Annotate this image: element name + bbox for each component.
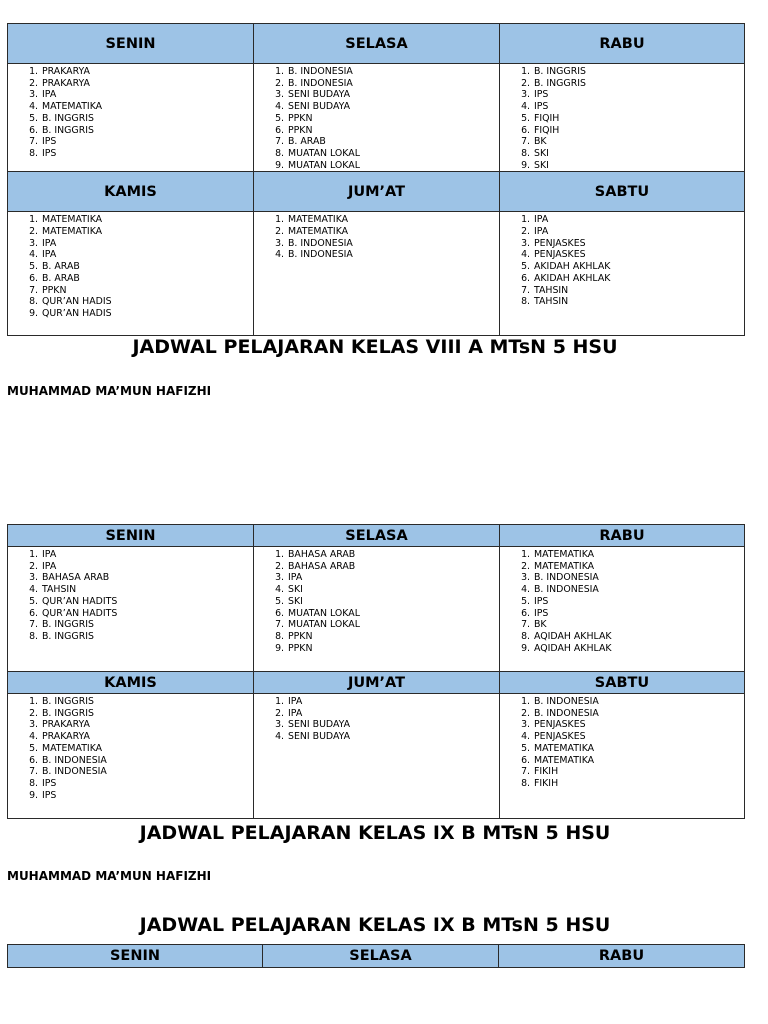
- subject-item: 5. FIQIH: [533, 113, 744, 125]
- subject-item: 3. IPA: [41, 89, 253, 101]
- author-name: MUHAMMAD MA’MUN HAFIZHI: [7, 869, 212, 883]
- subject-item: 6. FIQIH: [533, 125, 744, 137]
- subject-item: 4. IPS: [533, 101, 744, 113]
- subject-item: 1. B. INDONESIA: [287, 66, 499, 78]
- subject-item: 3. B. INDONESIA: [533, 572, 744, 584]
- day-header: KAMIS: [8, 172, 254, 212]
- subject-item: 3. SENI BUDAYA: [287, 89, 499, 101]
- subject-item: 7. TAHSIN: [533, 285, 744, 297]
- subject-item: 7. FIKIH: [533, 766, 744, 778]
- subject-item: 4. SENI BUDAYA: [287, 731, 499, 743]
- schedule-title: JADWAL PELAJARAN KELAS IX B MTsN 5 HSU: [139, 914, 611, 936]
- subject-list: [254, 64, 499, 171]
- day-header: SABTU: [500, 672, 745, 694]
- subject-item: 5. QUR’AN HADITS: [41, 596, 253, 608]
- subject-item: 3. IPS: [533, 89, 744, 101]
- subject-item: 7. PPKN: [41, 285, 253, 297]
- subject-item: 8. QUR’AN HADIS: [41, 296, 253, 308]
- subject-list: [500, 64, 744, 171]
- subject-item: 3. IPA: [41, 238, 253, 250]
- subject-item: 5. SKI: [287, 596, 499, 608]
- day-subjects-cell: [8, 547, 254, 672]
- schedule-table-ix-b: [7, 524, 745, 819]
- day-subjects-cell: [500, 547, 745, 672]
- day-subjects-cell: [500, 694, 745, 819]
- subject-item: 7. B. INGGRIS: [41, 619, 253, 631]
- schedule-title: JADWAL PELAJARAN KELAS IX B MTsN 5 HSU: [139, 822, 611, 844]
- subject-item: 1. IPA: [287, 696, 499, 708]
- subject-item: 3. B. INDONESIA: [287, 238, 499, 250]
- subject-item: 5. MATEMATIKA: [533, 743, 744, 755]
- subject-item: 1. MATEMATIKA: [533, 549, 744, 561]
- subject-item: 2. IPA: [287, 708, 499, 720]
- subject-item: 6. QUR’AN HADITS: [41, 608, 253, 620]
- subject-item: 7. IPS: [41, 136, 253, 148]
- subject-item: 8. IPS: [41, 778, 253, 790]
- subject-item: 2. BAHASA ARAB: [287, 561, 499, 573]
- subject-list: [500, 547, 744, 654]
- subject-item: 4. PENJASKES: [533, 731, 744, 743]
- subject-item: 6. B. ARAB: [41, 273, 253, 285]
- day-header: KAMIS: [8, 672, 254, 694]
- subject-item: 2. B. INDONESIA: [533, 708, 744, 720]
- subject-item: 4. TAHSIN: [41, 584, 253, 596]
- subject-item: 5. MATEMATIKA: [41, 743, 253, 755]
- subject-item: 4. B. INDONESIA: [287, 249, 499, 261]
- subject-item: 8. TAHSIN: [533, 296, 744, 308]
- subject-item: 3. PENJASKES: [533, 719, 744, 731]
- subject-item: 1. B. INGGRIS: [533, 66, 744, 78]
- subject-item: 4. SKI: [287, 584, 499, 596]
- subject-item: 1. PRAKARYA: [41, 66, 253, 78]
- day-header: JUM’AT: [254, 672, 500, 694]
- subject-list: [8, 64, 253, 160]
- subject-item: 4. PENJASKES: [533, 249, 744, 261]
- subject-item: 2. B. INGGRIS: [41, 708, 253, 720]
- subject-item: 9. AQIDAH AKHLAK: [533, 643, 744, 655]
- day-header: SELASA: [263, 945, 499, 968]
- subject-item: 1. MATEMATIKA: [41, 214, 253, 226]
- subject-item: 4. SENI BUDAYA: [287, 101, 499, 113]
- subject-item: 1. B. INDONESIA: [533, 696, 744, 708]
- day-header: SELASA: [254, 525, 500, 547]
- subject-item: 2. MATEMATIKA: [287, 226, 499, 238]
- subject-item: 9. IPS: [41, 790, 253, 802]
- subject-item: 8. B. INGGRIS: [41, 631, 253, 643]
- day-subjects-cell: [254, 212, 500, 336]
- day-subjects-cell: [8, 694, 254, 819]
- subject-item: 3. PRAKARYA: [41, 719, 253, 731]
- author-name: MUHAMMAD MA’MUN HAFIZHI: [7, 384, 212, 398]
- subject-item: 7. BK: [533, 619, 744, 631]
- day-subjects-cell: [254, 547, 500, 672]
- day-header: RABU: [500, 24, 745, 64]
- subject-list: [8, 547, 253, 643]
- schedule-title: JADWAL PELAJARAN KELAS VIII A MTsN 5 HSU: [132, 336, 618, 358]
- subject-item: 7. MUATAN LOKAL: [287, 619, 499, 631]
- subject-item: 9. PPKN: [287, 643, 499, 655]
- subject-item: 5. B. ARAB: [41, 261, 253, 273]
- subject-list: [254, 547, 499, 654]
- subject-item: 3. SENI BUDAYA: [287, 719, 499, 731]
- subject-item: 9. QUR’AN HADIS: [41, 308, 253, 320]
- subject-item: 1. B. INGGRIS: [41, 696, 253, 708]
- subject-item: 6. MATEMATIKA: [533, 755, 744, 767]
- day-header: JUM’AT: [254, 172, 500, 212]
- day-header: RABU: [499, 945, 745, 968]
- day-header: SABTU: [500, 172, 745, 212]
- subject-item: 3. IPA: [287, 572, 499, 584]
- subject-list: [8, 212, 253, 319]
- subject-item: 8. PPKN: [287, 631, 499, 643]
- day-subjects-cell: [500, 64, 745, 172]
- subject-item: 1. IPA: [533, 214, 744, 226]
- subject-item: 2. MATEMATIKA: [41, 226, 253, 238]
- subject-item: 1. MATEMATIKA: [287, 214, 499, 226]
- subject-item: 9. MUATAN LOKAL: [287, 160, 499, 172]
- subject-list: [8, 694, 253, 801]
- subject-item: 2. IPA: [41, 561, 253, 573]
- subject-item: 6. MUATAN LOKAL: [287, 608, 499, 620]
- subject-item: 2. B. INDONESIA: [287, 78, 499, 90]
- subject-item: 4. MATEMATIKA: [41, 101, 253, 113]
- subject-item: 1. BAHASA ARAB: [287, 549, 499, 561]
- subject-list: [500, 212, 744, 308]
- subject-item: 8. MUATAN LOKAL: [287, 148, 499, 160]
- day-subjects-cell: [8, 212, 254, 336]
- subject-list: [500, 694, 744, 790]
- day-header: SENIN: [8, 945, 263, 968]
- subject-item: 8. AQIDAH AKHLAK: [533, 631, 744, 643]
- subject-item: 9. SKI: [533, 160, 744, 172]
- subject-item: 2. IPA: [533, 226, 744, 238]
- subject-item: 7. B. ARAB: [287, 136, 499, 148]
- subject-item: 4. PRAKARYA: [41, 731, 253, 743]
- subject-item: 8. FIKIH: [533, 778, 744, 790]
- subject-item: 8. IPS: [41, 148, 253, 160]
- schedule-table-partial: [7, 944, 745, 968]
- subject-item: 4. IPA: [41, 249, 253, 261]
- day-subjects-cell: [500, 212, 745, 336]
- subject-item: 6. B. INGGRIS: [41, 125, 253, 137]
- subject-item: 2. MATEMATIKA: [533, 561, 744, 573]
- subject-item: 8. SKI: [533, 148, 744, 160]
- subject-item: 6. PPKN: [287, 125, 499, 137]
- subject-item: 5. B. INGGRIS: [41, 113, 253, 125]
- subject-item: 7. BK: [533, 136, 744, 148]
- subject-item: 2. PRAKARYA: [41, 78, 253, 90]
- subject-item: 5. PPKN: [287, 113, 499, 125]
- subject-item: 4. B. INDONESIA: [533, 584, 744, 596]
- day-subjects-cell: [8, 64, 254, 172]
- day-header: SELASA: [254, 24, 500, 64]
- subject-item: 2. B. INGGRIS: [533, 78, 744, 90]
- subject-list: [254, 212, 499, 261]
- subject-item: 5. AKIDAH AKHLAK: [533, 261, 744, 273]
- day-subjects-cell: [254, 64, 500, 172]
- day-header: SENIN: [8, 24, 254, 64]
- schedule-table-viii-a: [7, 23, 745, 336]
- subject-list: [254, 694, 499, 743]
- day-subjects-cell: [254, 694, 500, 819]
- subject-item: 6. B. INDONESIA: [41, 755, 253, 767]
- subject-item: 1. IPA: [41, 549, 253, 561]
- subject-item: 3. PENJASKES: [533, 238, 744, 250]
- subject-item: 3. BAHASA ARAB: [41, 572, 253, 584]
- subject-item: 7. B. INDONESIA: [41, 766, 253, 778]
- day-header: RABU: [500, 525, 745, 547]
- subject-item: 6. AKIDAH AKHLAK: [533, 273, 744, 285]
- subject-item: 6. IPS: [533, 608, 744, 620]
- subject-item: 5. IPS: [533, 596, 744, 608]
- day-header: SENIN: [8, 525, 254, 547]
